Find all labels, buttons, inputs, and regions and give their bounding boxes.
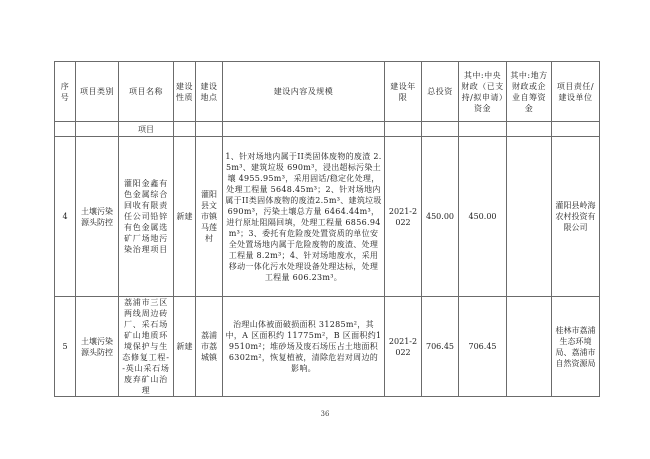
header-location: 建设地点: [196, 62, 223, 122]
cell-name: 荔浦市三区两线周边砖厂、采石场矿山地质环境保护与生态修复工程--英山采石场废弃矿山治理: [119, 297, 174, 397]
header-period: 建设年限: [385, 62, 422, 122]
cell-local: [507, 297, 552, 397]
cell-unit: 灌阳县岭海农村投资有限公司: [552, 137, 600, 297]
cell-content: 1、针对场地内属于II类固体废物的废渣 2.5m³、建筑垃圾 690m³，浸出超标污染土壤 4955.95m³，采用固话/稳定化处理，处理工程量 5648.45m³；2、针对场地内属于II类固体废物的废渣2.5m³、建筑垃圾 690m³，污染土壤总方量 6464.44m³，进行原址阻隔回填，处理工程量 6856.94m³；3、委托有危险废处置资质的单位安全处置场地内属于危险废物的废渣、处理工程量 8.2m³；4、针对场地废水，采用移动一体化污水处理设备处理达标，处理工程量 606.23m³。: [223, 137, 385, 297]
cell-total: 706.45: [422, 297, 459, 397]
cell-category: 土壤污染源头防控: [76, 137, 119, 297]
cell-category: 土壤污染源头防控: [76, 297, 119, 397]
continuation-row: [55, 122, 600, 137]
cell-total: 450.00: [422, 137, 459, 297]
cell-nature: 新建: [174, 297, 196, 397]
header-no: 序号: [55, 62, 76, 122]
cell-central: 450.00: [459, 137, 507, 297]
cell-nature: 新建: [174, 137, 196, 297]
header-total: 总投资: [422, 62, 459, 122]
header-nature: 建设性质: [174, 62, 196, 122]
cell-local: [507, 137, 552, 297]
table-row: [55, 297, 600, 397]
cell-no: 5: [55, 297, 76, 397]
table-row: [55, 137, 600, 297]
page-number: 36: [320, 410, 330, 418]
cell-location: 荔浦市荔城镇: [196, 297, 223, 397]
cell-central: 706.45: [459, 297, 507, 397]
header-central-funds: 其中:中央财政（已支持/拟申请）资金: [459, 62, 507, 122]
header-unit: 项目责任/建设单位: [552, 62, 600, 122]
continuation-name: 项目: [119, 122, 174, 137]
cell-name: 灌阳金鑫有色金属综合回收有限责任公司铅锌有色金属选矿厂场地污染治理项目: [119, 137, 174, 297]
header-content: 建设内容及规模: [223, 62, 385, 122]
header-category: 项目类别: [76, 62, 119, 122]
header-name: 项目名称: [119, 62, 174, 122]
cell-unit: 桂林市荔浦生态环境局、荔浦市自然资源局: [552, 297, 600, 397]
cell-period: 2021-2022: [385, 137, 422, 297]
header-row: [55, 62, 600, 122]
cell-content: 治理山体被面破损面积 31285m²，其中，A 区面积约 11775m²，B 区面积约19510m²；堆砂场及废石场压占土地面积 6302m²，恢复植被，清除危岩对周边的影响。: [223, 297, 385, 397]
project-table: [54, 61, 600, 397]
cell-no: 4: [55, 137, 76, 297]
header-local-funds: 其中:地方财政或企业自筹资金: [507, 62, 552, 122]
cell-period: 2021-2022: [385, 297, 422, 397]
cell-location: 灌阳县文市镇马莲村: [196, 137, 223, 297]
